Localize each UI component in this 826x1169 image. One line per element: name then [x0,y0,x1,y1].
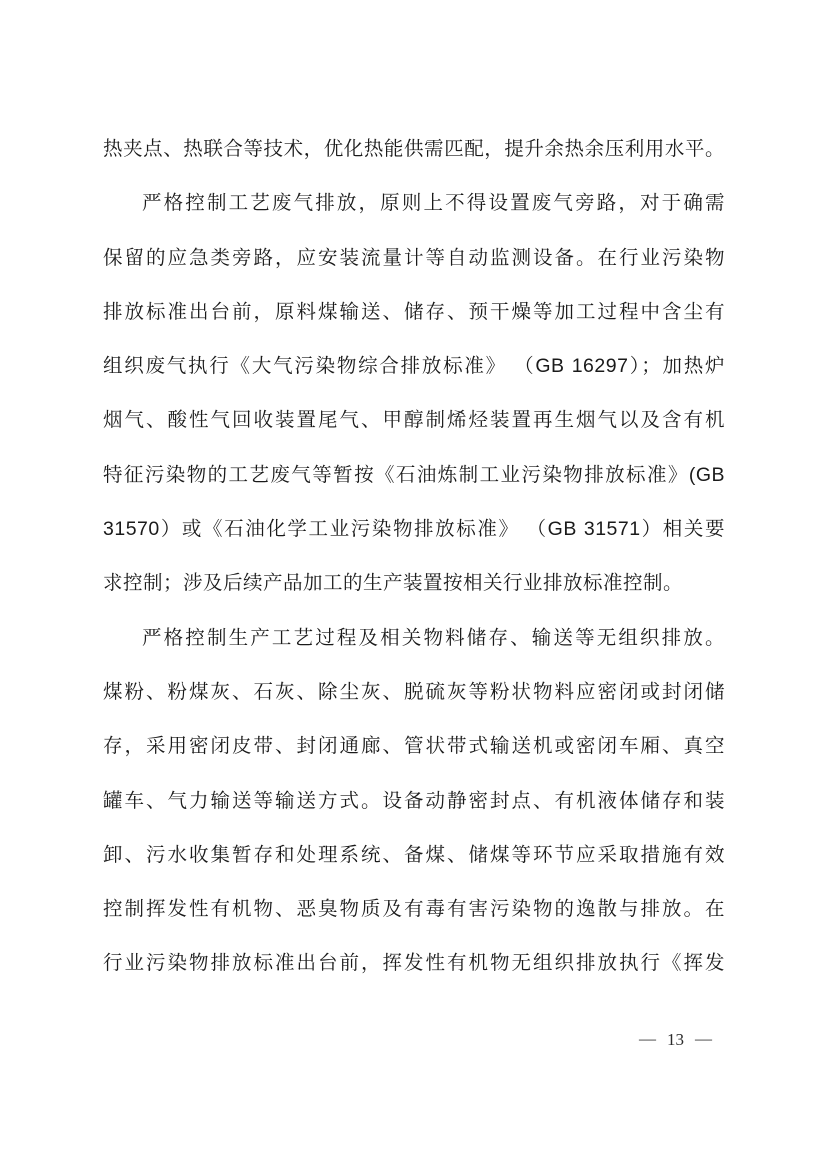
page-number: 13 [667,1030,684,1049]
page-number-footer [628,1028,723,1052]
body-text-line: 排放标准出台前，原料煤输送、储存、预干燥等加工过程中含尘有 [103,300,725,323]
footer-dash-left: — [639,1029,656,1048]
body-text-line: 31570）或《石油化学工业污染物排放标准》 （GB 31571）相关要 [103,518,725,541]
body-text-line: 行业污染物排放标准出台前，挥发性有机物无组织排放执行《挥发 [103,952,725,975]
body-text-line: 严格控制生产工艺过程及相关物料储存、输送等无组织排放。 [142,626,725,649]
body-text [103,122,725,991]
footer-dash-right: — [695,1029,712,1048]
body-text-line: 组织废气执行《大气污染物综合排放标准》 （GB 16297）；加热炉 [103,355,725,378]
body-text-line: 卸、污水收集暂存和处理系统、备煤、储煤等环节应采取措施有效 [103,843,725,866]
body-text-line: 严格控制工艺废气排放，原则上不得设置废气旁路，对于确需 [142,192,725,215]
body-text-line: 保留的应急类旁路，应安装流量计等自动监测设备。在行业污染物 [103,246,725,269]
body-text-line: 热夹点、热联合等技术，优化热能供需匹配，提升余热余压利用水平。 [103,138,725,160]
body-text-line: 罐车、气力输送等输送方式。设备动静密封点、有机液体储存和装 [103,789,725,812]
body-text-line: 特征污染物的工艺废气等暂按《石油炼制工业污染物排放标准》(GB [103,463,725,486]
body-text-line: 求控制；涉及后续产品加工的生产装置按相关行业排放标准控制。 [103,572,684,595]
body-text-line: 煤粉、粉煤灰、石灰、除尘灰、脱硫灰等粉状物料应密闭或封闭储 [103,680,725,703]
body-text-line: 烟气、酸性气回收装置尾气、甲醇制烯烃装置再生烟气以及含有机 [103,409,725,432]
body-text-line: 控制挥发性有机物、恶臭物质及有毒有害污染物的逸散与排放。在 [103,898,725,921]
body-text-line: 存，采用密闭皮带、封闭通廊、管状带式输送机或密闭车厢、真空 [103,735,725,758]
